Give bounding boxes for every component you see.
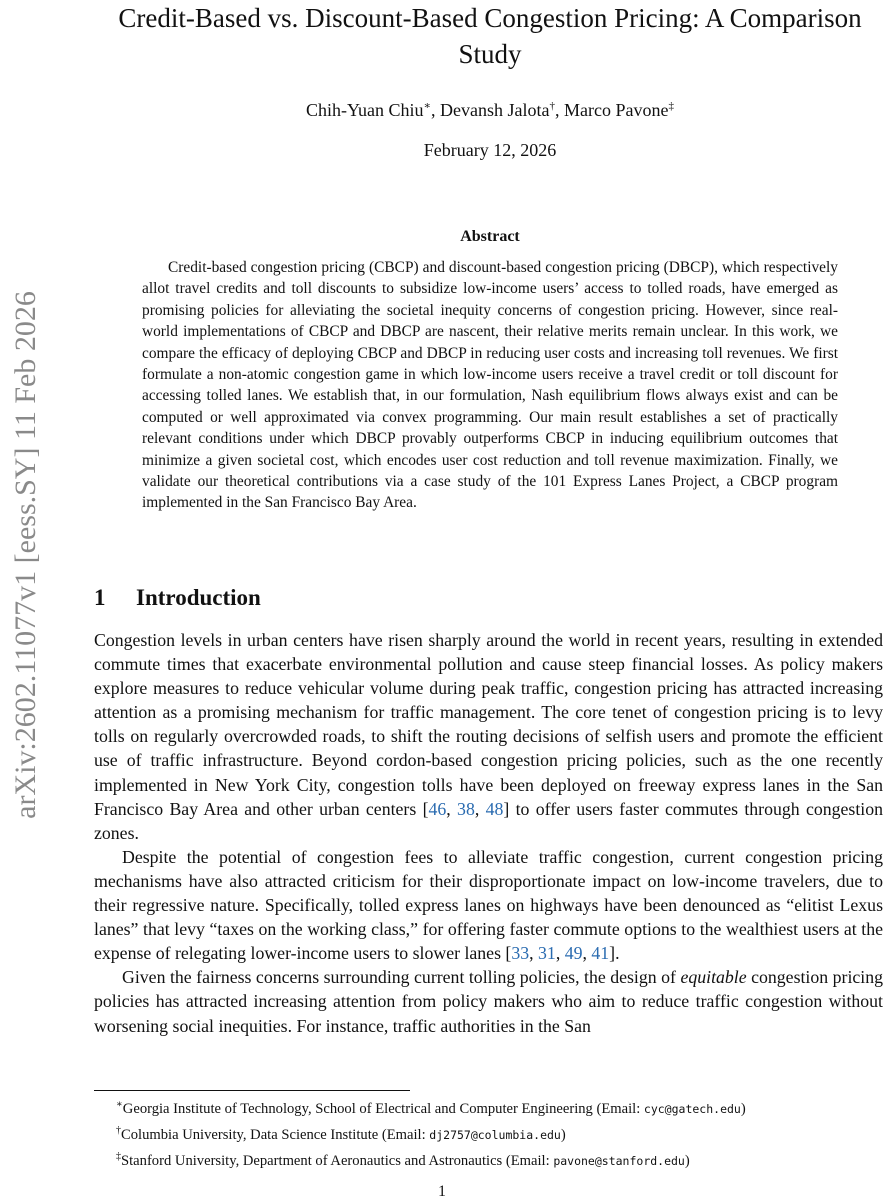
- footnote-text: Stanford University, Department of Aeronautics and Astronautics (Email:: [121, 1152, 554, 1169]
- text-run: ,: [446, 798, 458, 819]
- paragraph: [94, 628, 883, 845]
- text-run: Congestion levels in urban centers have risen sharply around the world in recent years, resulting in extended commute times that exacerbate environmental pollution and cause steep financial losses. As policy makers explore measures to reduce vehicular volume during peak traffic, congestion pricing has attracted increasing attention as a promising mechanism for traffic management. The core tenet of congestion pricing is to levy tolls on regularly overcrowded roads, to shift the routing decisions of selfish users and promote the efficient use of traffic infrastructure. Beyond cordon-based congestion pricing policies, such as the one recently implemented in New York City, congestion tolls have been deployed on freeway express lanes in the San Francisco Bay Area and other urban centers [: [94, 630, 883, 819]
- arxiv-identifier: arXiv:2602.11077v1 [eess.SY] 11 Feb 2026: [9, 291, 42, 819]
- author-mark: †: [549, 100, 555, 112]
- citation-link[interactable]: 48: [485, 798, 504, 819]
- paper-title: Credit-Based vs. Discount-Based Congestion Pricing: A Comparison Study: [118, 3, 862, 69]
- footnotes: [116, 1094, 876, 1172]
- citation-link[interactable]: 41: [591, 943, 610, 964]
- author-mark: ∗: [423, 100, 432, 112]
- text-run: congestion pricing policies has attracted increasing attention from policy makers who aim to reduce traffic congestion without worsening social inequities. For instance, traffic authorities in the San: [94, 967, 884, 1036]
- section-heading: [94, 583, 874, 613]
- text-run: ] to offer users faster commutes through congestion zones.: [94, 798, 884, 843]
- text-run: ,: [474, 798, 486, 819]
- page-number: 1: [438, 1183, 446, 1200]
- text-run: ,: [529, 943, 539, 964]
- text-run: ].: [609, 943, 620, 964]
- author-name: Chih-Yuan Chiu: [306, 100, 424, 120]
- emphasis-text: equitable: [680, 967, 747, 988]
- text-run: ,: [582, 943, 592, 964]
- text-run: Given the fairness concerns surrounding current tolling policies, the design of: [122, 967, 681, 988]
- footnote: †Columbia University, Data Science Institute (Email: dj2757@columbia.edu): [116, 1124, 566, 1143]
- citation-link[interactable]: 31: [538, 943, 556, 964]
- text-run: ,: [555, 943, 565, 964]
- footnote-email: pavone@stanford.edu: [553, 1153, 685, 1168]
- text-run: Despite the potential of congestion fees to alleviate traffic congestion, current congestion pricing mechanisms have also attracted criticism for their disproportionate impact on low-income travelers, due to their regressive nature. Specifically, tolled express lanes on highways have been denounced as “elitist Lexus lanes” that levy “taxes on the working class,” for offering faster commute options to the wealthiest users at the expense of relegating lower-income users to slower lanes [: [94, 846, 883, 964]
- footnote-mark: ‡: [116, 1150, 121, 1162]
- abstract-heading: Abstract: [460, 228, 520, 245]
- footnote-text: Georgia Institute of Technology, School of Electrical and Computer Engineering (Email:: [122, 1100, 644, 1117]
- paper-date: February 12, 2026: [423, 140, 557, 160]
- citation-link[interactable]: 49: [564, 943, 583, 964]
- footnote: ∗Georgia Institute of Technology, School of Electrical and Computer Engineering (Email: cyc@gatech.edu): [116, 1099, 746, 1117]
- section-title: Introduction: [136, 585, 261, 610]
- paragraph: [94, 965, 883, 1037]
- footnote-email: dj2757@columbia.edu: [429, 1127, 561, 1142]
- author-name: Devansh Jalota: [440, 100, 550, 120]
- author-mark: ‡: [668, 100, 674, 112]
- abstract-text: Credit-based congestion pricing (CBCP) and discount-based congestion pricing (DBCP), which respectively allot travel credits and toll discounts to subsidize low-income users’ access to tolled roads, have emerged as promising policies for alleviating the societal inequity concerns of congestion pricing. However, since real-world implementations of CBCP and DBCP are nascent, their relative merits remain unclear. In this work, we compare the efficacy of deploying CBCP and DBCP in reducing user costs and increasing toll revenues. We first formulate a non-atomic congestion game in which low-income users receive a travel credit or toll discount for accessing tolled lanes. We establish that, in our formulation, Nash equilibrium flows always exist and can be computed or well approximated via convex programming. Our main result establishes a set of practically relevant conditions under which DBCP provably outperforms CBCP in inducing equilibrium outcomes that minimize a given societal cost, which encodes user cost reduction and toll revenue maximization. Finally, we validate our theoretical contributions via a case study of the 101 Express Lanes Project, a CBCP program implemented in the San Francisco Bay Area.: [142, 259, 838, 512]
- footnote: ‡Stanford University, Department of Aeronautics and Astronautics (Email: pavone@stanford.edu): [116, 1150, 690, 1169]
- body-text: [94, 628, 883, 1038]
- footnote-email: cyc@gatech.edu: [643, 1101, 741, 1116]
- footnote-rule: [94, 1090, 410, 1091]
- citation-link[interactable]: 46: [428, 798, 447, 819]
- section-number: 1: [94, 585, 106, 610]
- author-name: Marco Pavone: [564, 100, 669, 120]
- citation-link[interactable]: 38: [457, 798, 475, 819]
- author-list: Chih-Yuan Chiu∗, Devansh Jalota†, Marco Pavone‡: [306, 100, 674, 120]
- paragraph: [94, 845, 883, 965]
- footnote-mark: ∗: [116, 1099, 123, 1110]
- footnote-text: Columbia University, Data Science Institute (Email:: [121, 1126, 430, 1143]
- footnote-mark: †: [116, 1124, 121, 1136]
- citation-link[interactable]: 33: [511, 943, 530, 964]
